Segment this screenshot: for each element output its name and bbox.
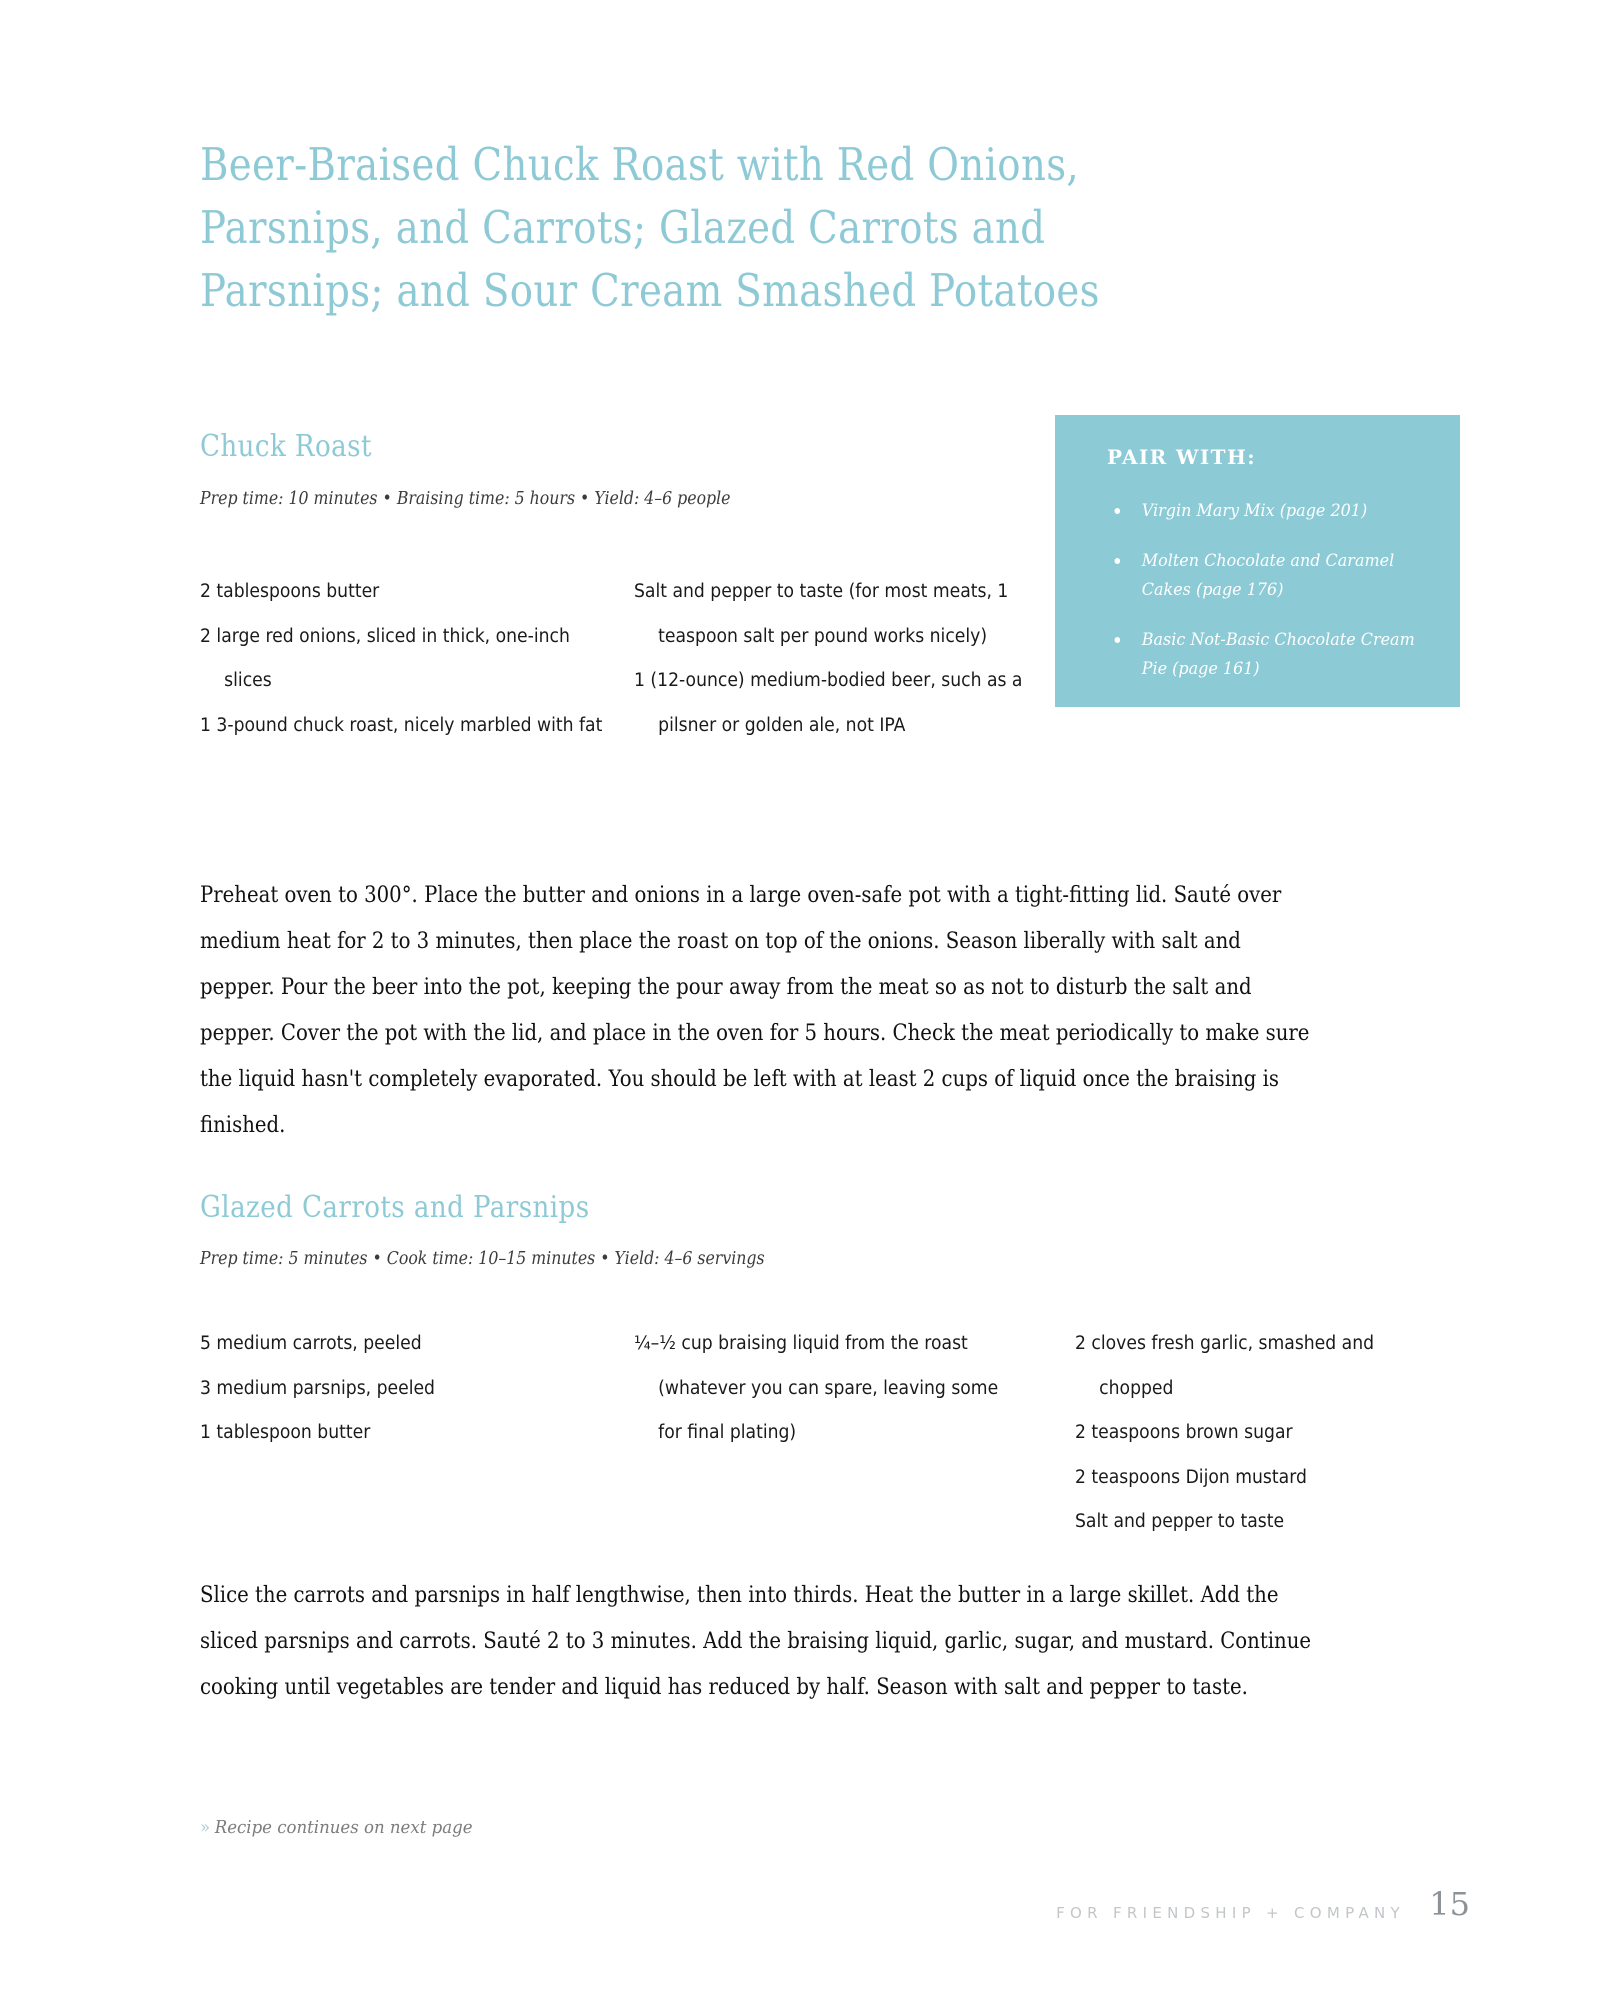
bullet-icon <box>1115 558 1121 564</box>
list-item: 2 teaspoons Dijon mustard <box>1075 1466 1307 1488</box>
page-title <box>200 133 1284 322</box>
pair-with-item-label: Basic Not-Basic Chocolate Cream Pie (page 161) <box>1141 630 1415 679</box>
page-title-line-3: Parsnips; and Sour Cream Smashed Potatoes <box>200 264 1100 317</box>
ingredient-list-glazed-col3 <box>1075 1322 1447 1545</box>
list-item: 3 medium parsnips, peeled <box>200 1377 435 1399</box>
list-item: Salt and pepper to taste <box>1075 1511 1285 1532</box>
ingredient-list-glazed-col1 <box>200 1322 572 1456</box>
list-item: 1 3-pound chuck roast, nicely marbled with fat <box>200 714 603 736</box>
list-item: 1 (12-ounce) medium-bodied beer, such as a pilsner or golden ale, not IPA <box>634 670 1028 736</box>
footer-brand: FOR FRIENDSHIP + COMPANY <box>1056 1904 1405 1922</box>
list-item: 2 tablespoons butter <box>200 581 380 602</box>
ingredient-list-glazed-col2 <box>634 1322 1006 1456</box>
bullet-icon <box>1115 508 1121 514</box>
pair-with-item-label: Virgin Mary Mix (page 201) <box>1141 501 1368 521</box>
list-item: Salt and pepper to taste (for most meats, 1 teaspoon salt per pound works nicely) <box>634 581 1014 647</box>
pair-with-list <box>1107 497 1442 705</box>
section-meta-glazed-carrots: Prep time: 5 minutes • Cook time: 10–15 minutes • Yield: 4–6 servings <box>200 1249 765 1269</box>
page-title-line-1: Beer-Braised Chuck Roast with Red Onions, <box>200 138 1080 191</box>
recipe-continues-label: Recipe continues on next page <box>214 1817 473 1838</box>
list-item[interactable] <box>1107 497 1422 526</box>
method-paragraph-glazed-carrots: Slice the carrots and parsnips in half lengthwise, then into thirds. Heat the butter in a large skillet. Add the sliced parsnips and carrots. Sauté 2 to 3 minutes. Add the braising liquid, garlic, sugar, and mustard. Continue cooking until vegetables are tender and liquid has reduced by half. Season with salt and pepper to taste. <box>200 1582 1312 1700</box>
list-item[interactable] <box>1107 626 1422 684</box>
ingredient-list-chuck-roast-col2 <box>634 570 1028 748</box>
list-item: ¼–½ cup braising liquid from the roast (whatever you can spare, leaving some for final plating) <box>634 1333 1004 1443</box>
list-item: 5 medium carrots, peeled <box>200 1333 422 1354</box>
page-number: 15 <box>1429 1885 1470 1923</box>
list-item: 2 teaspoons brown sugar <box>1075 1422 1293 1443</box>
list-item: 2 large red onions, sliced in thick, one-inch slices <box>200 625 576 691</box>
ingredient-list-chuck-roast-col1 <box>200 570 609 748</box>
section-heading-chuck-roast: Chuck Roast <box>200 429 372 464</box>
list-item[interactable] <box>1107 547 1422 605</box>
page-title-line-2: Parsnips, and Carrots; Glazed Carrots and <box>200 201 1046 254</box>
list-item: 2 cloves fresh garlic, smashed and chopped <box>1075 1333 1380 1399</box>
section-heading-glazed-carrots: Glazed Carrots and Parsnips <box>200 1190 590 1225</box>
pair-with-title: PAIR WITH: <box>1107 445 1257 469</box>
recipe-continues-note <box>200 1817 472 1838</box>
method-paragraph-chuck-roast: Preheat oven to 300°. Place the butter and onions in a large oven-safe pot with a tight-fitting lid. Sauté over medium heat for 2 to 3 minutes, then place the roast on top of the onions. Season liberally with salt and pepper. Pour the beer into the pot, keeping the pour away from the meat so as not to disturb the salt and pepper. Cover the pot with the lid, and place in the oven for 5 hours. Check the meat periodically to make sure the liquid hasn't completely evaporated. You should be left with at least 2 cups of liquid once the braising is finished. <box>200 882 1310 1138</box>
list-item: 1 tablespoon butter <box>200 1422 371 1443</box>
double-chevron-right-icon: » <box>200 1817 211 1838</box>
pair-with-item-label: Molten Chocolate and Caramel Cakes (page 176) <box>1141 551 1395 600</box>
pair-with-box <box>1055 415 1460 707</box>
section-meta-chuck-roast: Prep time: 10 minutes • Braising time: 5 hours • Yield: 4–6 people <box>200 489 731 509</box>
bullet-icon <box>1115 637 1121 643</box>
